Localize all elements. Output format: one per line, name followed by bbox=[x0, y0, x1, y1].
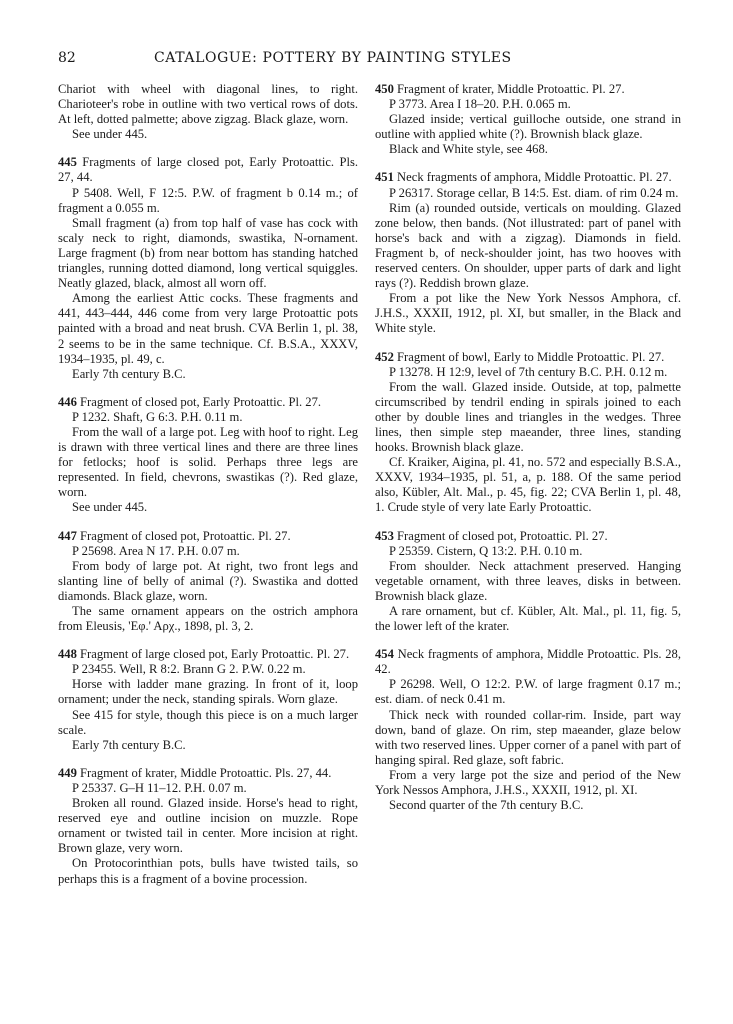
right-column bbox=[375, 82, 681, 813]
entry-title: Fragment of krater, Middle Protoattic. Pls. 27, 44. bbox=[80, 765, 332, 780]
catalogue-entry bbox=[375, 350, 681, 516]
entry-reference: P 3773. Area I 18–20. P.H. 0.065 m. bbox=[389, 97, 571, 112]
entry-paragraph: Thick neck with rounded collar-rim. Inside, part way down, band of glaze. On rim, step maeander, glaze below with two reserved lines. Upper corner of a panel with part of hanging spiral. Red glaze, soft fabric. bbox=[375, 707, 681, 767]
entry-heading bbox=[58, 529, 358, 544]
entry-heading bbox=[375, 647, 681, 677]
entry-paragraph: From body of large pot. At right, two front legs and slanting line of belly of animal (?). Swastika and dotted diamonds. Black glaze, worn. bbox=[58, 558, 358, 603]
catalogue-entry bbox=[375, 170, 681, 336]
entry-paragraph: Black and White style, see 468. bbox=[389, 142, 548, 157]
entry-paragraph: Early 7th century B.C. bbox=[72, 737, 186, 752]
entry-number: 450 bbox=[375, 82, 394, 96]
entry-number: 449 bbox=[58, 765, 77, 780]
entry-paragraph: Second quarter of the 7th century B.C. bbox=[389, 798, 584, 813]
entry-paragraph: A rare ornament, but cf. Kübler, Alt. Mal., pl. 11, fig. 5, the lower left of the krater. bbox=[375, 604, 681, 634]
entry-paragraph: See under 445. bbox=[72, 127, 148, 142]
entry-paragraph: From shoulder. Neck attachment preserved. Hanging vegetable ornament, with three leaves, disks in between. Brownish black glaze. bbox=[375, 558, 681, 603]
entry-number: 445 bbox=[58, 155, 77, 170]
entry-paragraph: Horse with ladder mane grazing. In front of it, loop ornament; under the neck, standing spirals. Worn glaze. bbox=[58, 677, 358, 707]
entry-title: Fragment of closed pot, Early Protoattic. Pl. 27. bbox=[80, 394, 322, 409]
entry-reference: P 25698. Area N 17. P.H. 0.07 m. bbox=[72, 543, 240, 558]
entry-title: Fragment of closed pot, Protoattic. Pl. 27. bbox=[397, 528, 608, 543]
entry-heading bbox=[58, 395, 358, 410]
entry-reference: P 26298. Well, O 12:2. P.W. of large fragment 0.17 m.; est. diam. of neck 0.41 m. bbox=[375, 677, 681, 707]
page-number: 82 bbox=[58, 50, 76, 66]
entry-paragraph: Rim (a) rounded outside, verticals on moulding. Glazed zone below, then bands. (Not illustrated: part of panel with horse's back and with a zigzag). Diamonds in field. Fragment b, of neck-shoulder joint, has two hooves with reserved centers. On shoulder, upper parts of dark and light rays (?). Reddish brown glaze. bbox=[375, 200, 681, 291]
catalogue-entry bbox=[375, 529, 681, 635]
entry-number: 453 bbox=[375, 528, 394, 543]
catalogue-entry bbox=[375, 82, 681, 157]
entry-number: 451 bbox=[375, 170, 394, 185]
entry-paragraph: Early 7th century B.C. bbox=[72, 366, 186, 381]
entry-paragraph: From the wall. Glazed inside. Outside, at top, palmette circumscribed by tendril ending in spirals joined to each other by double lines and triangles in the wedges. Three lines, then simple step maeander, three lines, standing hooks. Brownish black glaze. bbox=[375, 379, 681, 455]
entry-reference: P 13278. H 12:9, level of 7th century B.C. P.H. 0.12 m. bbox=[389, 364, 668, 379]
entry-reference: P 23455. Well, R 8:2. Brann G 2. P.W. 0.22 m. bbox=[72, 662, 306, 677]
page-header bbox=[58, 50, 688, 70]
entry-paragraph: The same ornament appears on the ostrich amphora from Eleusis, 'Εφ.' Αρχ., 1898, pl. 3, 2. bbox=[58, 604, 358, 634]
entry-heading bbox=[58, 155, 358, 185]
entry-paragraph: From a very large pot the size and period of the New York Nessos Amphora, J.H.S., XXXII, 1912, pl. XI. bbox=[375, 767, 681, 798]
entry-heading bbox=[58, 647, 358, 662]
entry-reference: P 25359. Cistern, Q 13:2. P.H. 0.10 m. bbox=[389, 543, 583, 558]
running-title: CATALOGUE: POTTERY BY PAINTING STYLES bbox=[154, 50, 512, 66]
catalogue-entry bbox=[58, 529, 358, 635]
entry-paragraph: Small fragment (a) from top half of vase has cock with scaly neck to right, diamonds, swastika, N-ornament. Large fragment (b) from near bottom has standing hatched triangles, running dotted diamond, long vertical squiggles. Neatly glazed, black, almost all worn off. bbox=[58, 215, 358, 291]
catalogue-entry bbox=[58, 766, 358, 887]
entry-paragraph: Among the earliest Attic cocks. These fragments and 441, 443–444, 446 come from very large Protoattic pots painted with a broad and neat brush. CVA Berlin 1, pl. 38, 2 seems to be in the same technique. Cf. B.S.A., XXXV, 1934–1935, pl. 49, c. bbox=[58, 291, 358, 366]
entry-reference: P 1232. Shaft, G 6:3. P.H. 0.11 m. bbox=[72, 409, 243, 424]
entry-title: Neck fragments of amphora, Middle Protoattic. Pl. 27. bbox=[397, 170, 672, 185]
entry-heading bbox=[375, 529, 681, 544]
entry-reference: P 25337. G–H 11–12. P.H. 0.07 m. bbox=[72, 780, 247, 795]
entry-paragraph: See under 445. bbox=[72, 500, 148, 515]
entry-reference: P 26317. Storage cellar, B 14:5. Est. diam. of rim 0.24 m. bbox=[389, 185, 679, 200]
entry-title: Fragment of krater, Middle Protoattic. Pl. 27. bbox=[397, 82, 625, 96]
entry-heading bbox=[58, 766, 358, 781]
entry-title: Fragment of closed pot, Protoattic. Pl. 27. bbox=[80, 528, 291, 543]
entry-paragraph: See 415 for style, though this piece is on a much larger scale. bbox=[58, 707, 358, 737]
entry-paragraph: Chariot with wheel with diagonal lines, to right. Charioteer's robe in outline with two vertical rows of dots. At left, dotted palmette; above zigzag. Black glaze, worn. bbox=[58, 82, 358, 127]
entry-number: 452 bbox=[375, 349, 394, 364]
entry-number: 448 bbox=[58, 647, 77, 662]
entry-title: Fragment of large closed pot, Early Protoattic. Pl. 27. bbox=[80, 647, 350, 662]
entry-paragraph: On Protocorinthian pots, bulls have twisted tails, so perhaps this is a fragment of a bovine procession. bbox=[58, 856, 358, 886]
entry-title: Fragments of large closed pot, Early Protoattic. Pls. 27, 44. bbox=[58, 155, 358, 185]
entry-heading bbox=[375, 350, 681, 365]
catalogue-entry-continuation bbox=[58, 82, 358, 142]
entry-paragraph: Glazed inside; vertical guilloche outside, one strand in outline with applied white (?). Brownish black glaze. bbox=[375, 112, 681, 142]
entry-paragraph: Broken all round. Glazed inside. Horse's head to right, reserved eye and outline incision on muzzle. Rope ornament or twisted tail in center. More incision at right. Brown glaze, very worn. bbox=[58, 796, 358, 856]
entry-paragraph: From a pot like the New York Nessos Amphora, cf. J.H.S., XXXII, 1912, pl. XI, but smaller, in the Black and White style. bbox=[375, 291, 681, 336]
entry-number: 447 bbox=[58, 528, 77, 543]
catalogue-entry bbox=[375, 647, 681, 813]
catalogue-entry bbox=[58, 647, 358, 753]
entry-title: Fragment of bowl, Early to Middle Protoattic. Pl. 27. bbox=[397, 349, 665, 364]
catalogue-entry bbox=[58, 155, 358, 381]
entry-title: Neck fragments of amphora, Middle Protoattic. Pls. 28, 42. bbox=[375, 647, 681, 677]
catalogue-entry bbox=[58, 395, 358, 516]
entry-number: 446 bbox=[58, 394, 77, 409]
entry-reference: P 5408. Well, F 12:5. P.W. of fragment b 0.14 m.; of fragment a 0.055 m. bbox=[58, 185, 358, 215]
entry-paragraph: From the wall of a large pot. Leg with hoof to right. Leg is drawn with three vertical lines and there are three lines for fetlocks; hoof is solid. Perhaps three legs are represented. In field, chevrons, swastikas (?). Red glaze, worn. bbox=[58, 424, 358, 500]
entry-number: 454 bbox=[375, 647, 394, 662]
left-column bbox=[58, 82, 358, 887]
entry-paragraph: Cf. Kraiker, Aigina, pl. 41, no. 572 and especially B.S.A., XXXV, 1934–1935, pl. 51, a, p. 188. Of the same period also, Kübler, Alt. Mal., p. 45, fig. 22; CVA Berlin 1, pl. 48, 1. Crude style of very late Early Protoattic. bbox=[375, 455, 681, 515]
entry-heading bbox=[375, 82, 681, 97]
entry-heading bbox=[375, 170, 681, 185]
